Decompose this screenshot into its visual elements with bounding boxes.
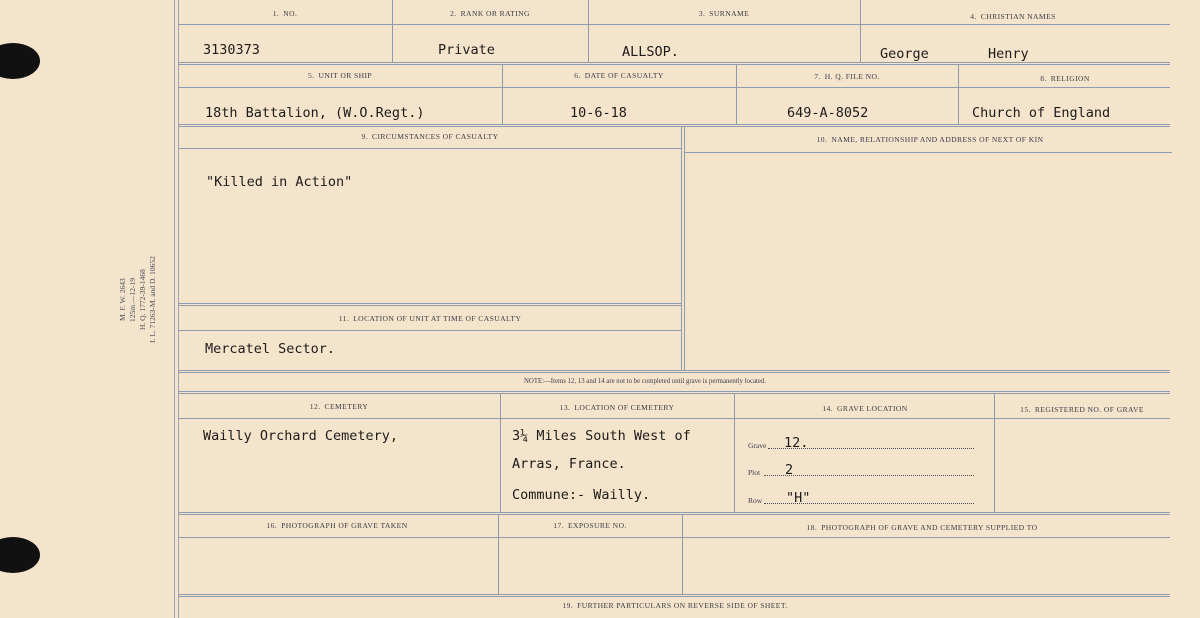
label-religion: 8. RELIGION (1040, 74, 1090, 83)
label-cemetery: 12. CEMETERY (309, 402, 369, 411)
label-date-casualty: 6. DATE OF CASUALTY (574, 71, 664, 80)
cemetery-value: Wailly Orchard Cemetery, (203, 428, 399, 444)
label-exposure-no: 17. EXPOSURE NO. (553, 521, 627, 530)
rank-value: Private (438, 42, 495, 58)
christian-name-second: Henry (988, 46, 1029, 62)
cemetery-commune: Commune:- Wailly. (512, 487, 651, 503)
label-photo-supplied: 18. PHOTOGRAPH OF GRAVE AND CEMETERY SUPPLIED TO (806, 523, 1038, 532)
grave-value: 12. (784, 435, 809, 451)
label-photo-taken: 16. PHOTOGRAPH OF GRAVE TAKEN (266, 521, 408, 530)
date-value: 10-6-18 (570, 105, 627, 121)
plot-label: Plot (748, 468, 761, 477)
margin-rule (174, 0, 175, 618)
label-next-of-kin: 10. NAME, RELATIONSHIP AND ADDRESS OF NEXT OF KIN (816, 135, 1044, 144)
file-number-value: 649-A-8052 (787, 105, 869, 121)
label-further-particulars: 19. FURTHER PARTICULARS ON REVERSE SIDE OF SHEET. (562, 601, 788, 610)
binder-hole-top (0, 43, 40, 79)
cemetery-location-line2: Arras, France. (512, 456, 626, 472)
regimental-number: 3130373 (203, 42, 260, 58)
label-location-unit: 11. LOCATION OF UNIT AT TIME OF CASUALTY (338, 314, 522, 323)
label-christian-names: 4. CHRISTIAN NAMES (970, 12, 1056, 21)
label-circumstances: 9. CIRCUMSTANCES OF CASUALTY (361, 132, 499, 141)
surname-value: ALLSOP. (622, 44, 679, 60)
label-location-cemetery: 13. LOCATION OF CEMETERY (559, 403, 675, 412)
row-value: "H" (786, 490, 811, 506)
label-rank: 2. RANK OR RATING (450, 9, 530, 18)
label-hq-file: 7. H. Q. FILE NO. (814, 72, 880, 81)
religion-value: Church of England (972, 105, 1111, 121)
cemetery-location-line1: 3¼ Miles South West of (512, 428, 691, 444)
christian-name-first: George (880, 46, 929, 62)
grave-label: Grave (748, 441, 767, 450)
margin-rule (178, 0, 179, 618)
location-unit-value: Mercatel Sector. (205, 341, 336, 357)
row-label: Row (748, 496, 763, 505)
label-grave-location: 14. GRAVE LOCATION (822, 404, 908, 413)
binder-hole-bottom (0, 537, 40, 573)
note-text: NOTE:—Items 12, 13 and 14 are not to be completed until grave is permanently located. (524, 378, 766, 385)
label-registered-no: 15. REGISTERED NO. OF GRAVE (1020, 405, 1144, 414)
plot-value: 2 (785, 462, 794, 478)
circumstances-value: "Killed in Action" (206, 174, 353, 190)
label-no: 1. NO. (272, 9, 298, 18)
unit-value: 18th Battalion, (W.O.Regt.) (205, 105, 425, 121)
printer-imprint: M. F. W. 2643 125m.—12-19 H. Q. 1772-39-1468 I. L. 71263-M. and D. 10652 (118, 256, 157, 344)
label-unit: 5. UNIT OR SHIP (307, 71, 373, 80)
label-surname: 3. SURNAME (698, 9, 750, 18)
